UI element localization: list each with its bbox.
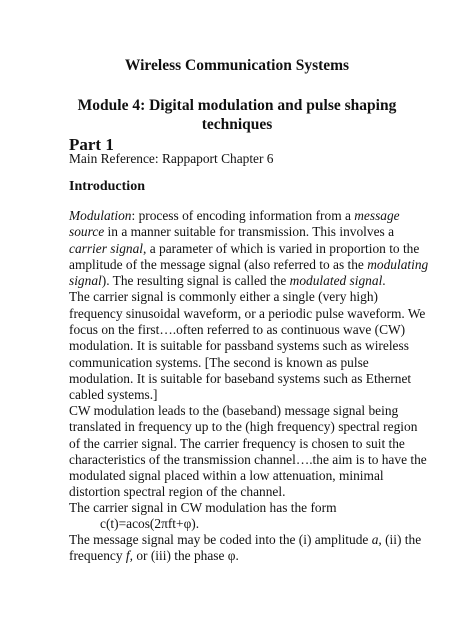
text-line: characteristics of the transmission channel….the aim is to have the [69,451,427,467]
text-line: The carrier signal is commonly either a single (very high) [69,289,378,305]
term: source [69,224,105,240]
term: Modulation [69,208,132,223]
text-line: of the carrier signal. The carrier frequency is chosen to suit the [69,435,405,451]
module-title-line-2: techniques [201,116,273,133]
text-line: modulation. It is suitable for baseband systems such as Ethernet [69,370,412,386]
text-span: or (iii) the phase φ. [132,548,239,564]
module-title [0,96,474,134]
text-line [69,532,422,548]
text-line: cabled systems.] [69,387,158,403]
text-span: (ii) the [381,532,422,547]
text-line [69,224,409,240]
text-span: in a manner suitable for transmission. This involves a [104,224,395,240]
carrier-formula: c(t)=acos(2πft+φ). [100,516,200,532]
text-line: translated in frequency up to the (high frequency) spectral region [69,419,418,435]
text-line: modulation. It is suitable for passband systems such as wireless [69,338,409,354]
term: f, [125,548,133,564]
text-line: focus on the first….often referred to as continuous wave (CW) [69,322,406,338]
text-span: : process of encoding information from a [131,208,355,223]
paragraph-modulation [69,208,429,404]
term: modulated signal [289,273,383,289]
text-line [69,208,409,224]
text-line [69,548,409,564]
document-title: Wireless Communication Systems [124,57,350,74]
term: carrier signal [69,240,144,256]
term: modulating [367,256,429,272]
part-heading: Part 1 [69,135,114,154]
term: signal [69,273,102,289]
introduction-heading: Introduction [69,179,145,194]
module-title-line-1: Module 4: Digital modulation and pulse shaping [77,97,397,114]
paragraph-carrier-form [69,500,409,533]
text-span: The message signal may be coded into the (i) amplitude [69,532,372,547]
text-line: frequency sinusoidal waveform, or a periodic pulse waveform. We [69,305,426,321]
main-reference: Main Reference: Rappaport Chapter 6 [69,151,274,166]
text-line: distortion spectral region of the channel. [69,484,286,500]
text-line: CW modulation leads to the (baseband) message signal being [69,403,399,418]
text-span: . [382,273,386,289]
text-line [69,273,409,289]
paragraph-message-coding [69,532,422,565]
text-line [69,240,420,257]
text-span: amplitude of the message signal (also referred to as the [69,256,368,272]
paragraph-cw-modulation [69,403,427,501]
term: a, [371,532,382,547]
term: message [354,208,400,223]
text-span: frequency [69,548,126,564]
text-line [69,256,429,273]
text-line: modulated signal placed within a low attenuation, minimal [69,468,384,484]
text-span: ). The resulting signal is called the [101,273,290,289]
text-line: The carrier signal in CW modulation has the form [69,500,337,515]
text-span: , a parameter of which is varied in proportion to the [143,240,420,256]
text-line: communication systems. [The second is known as pulse [69,354,369,370]
